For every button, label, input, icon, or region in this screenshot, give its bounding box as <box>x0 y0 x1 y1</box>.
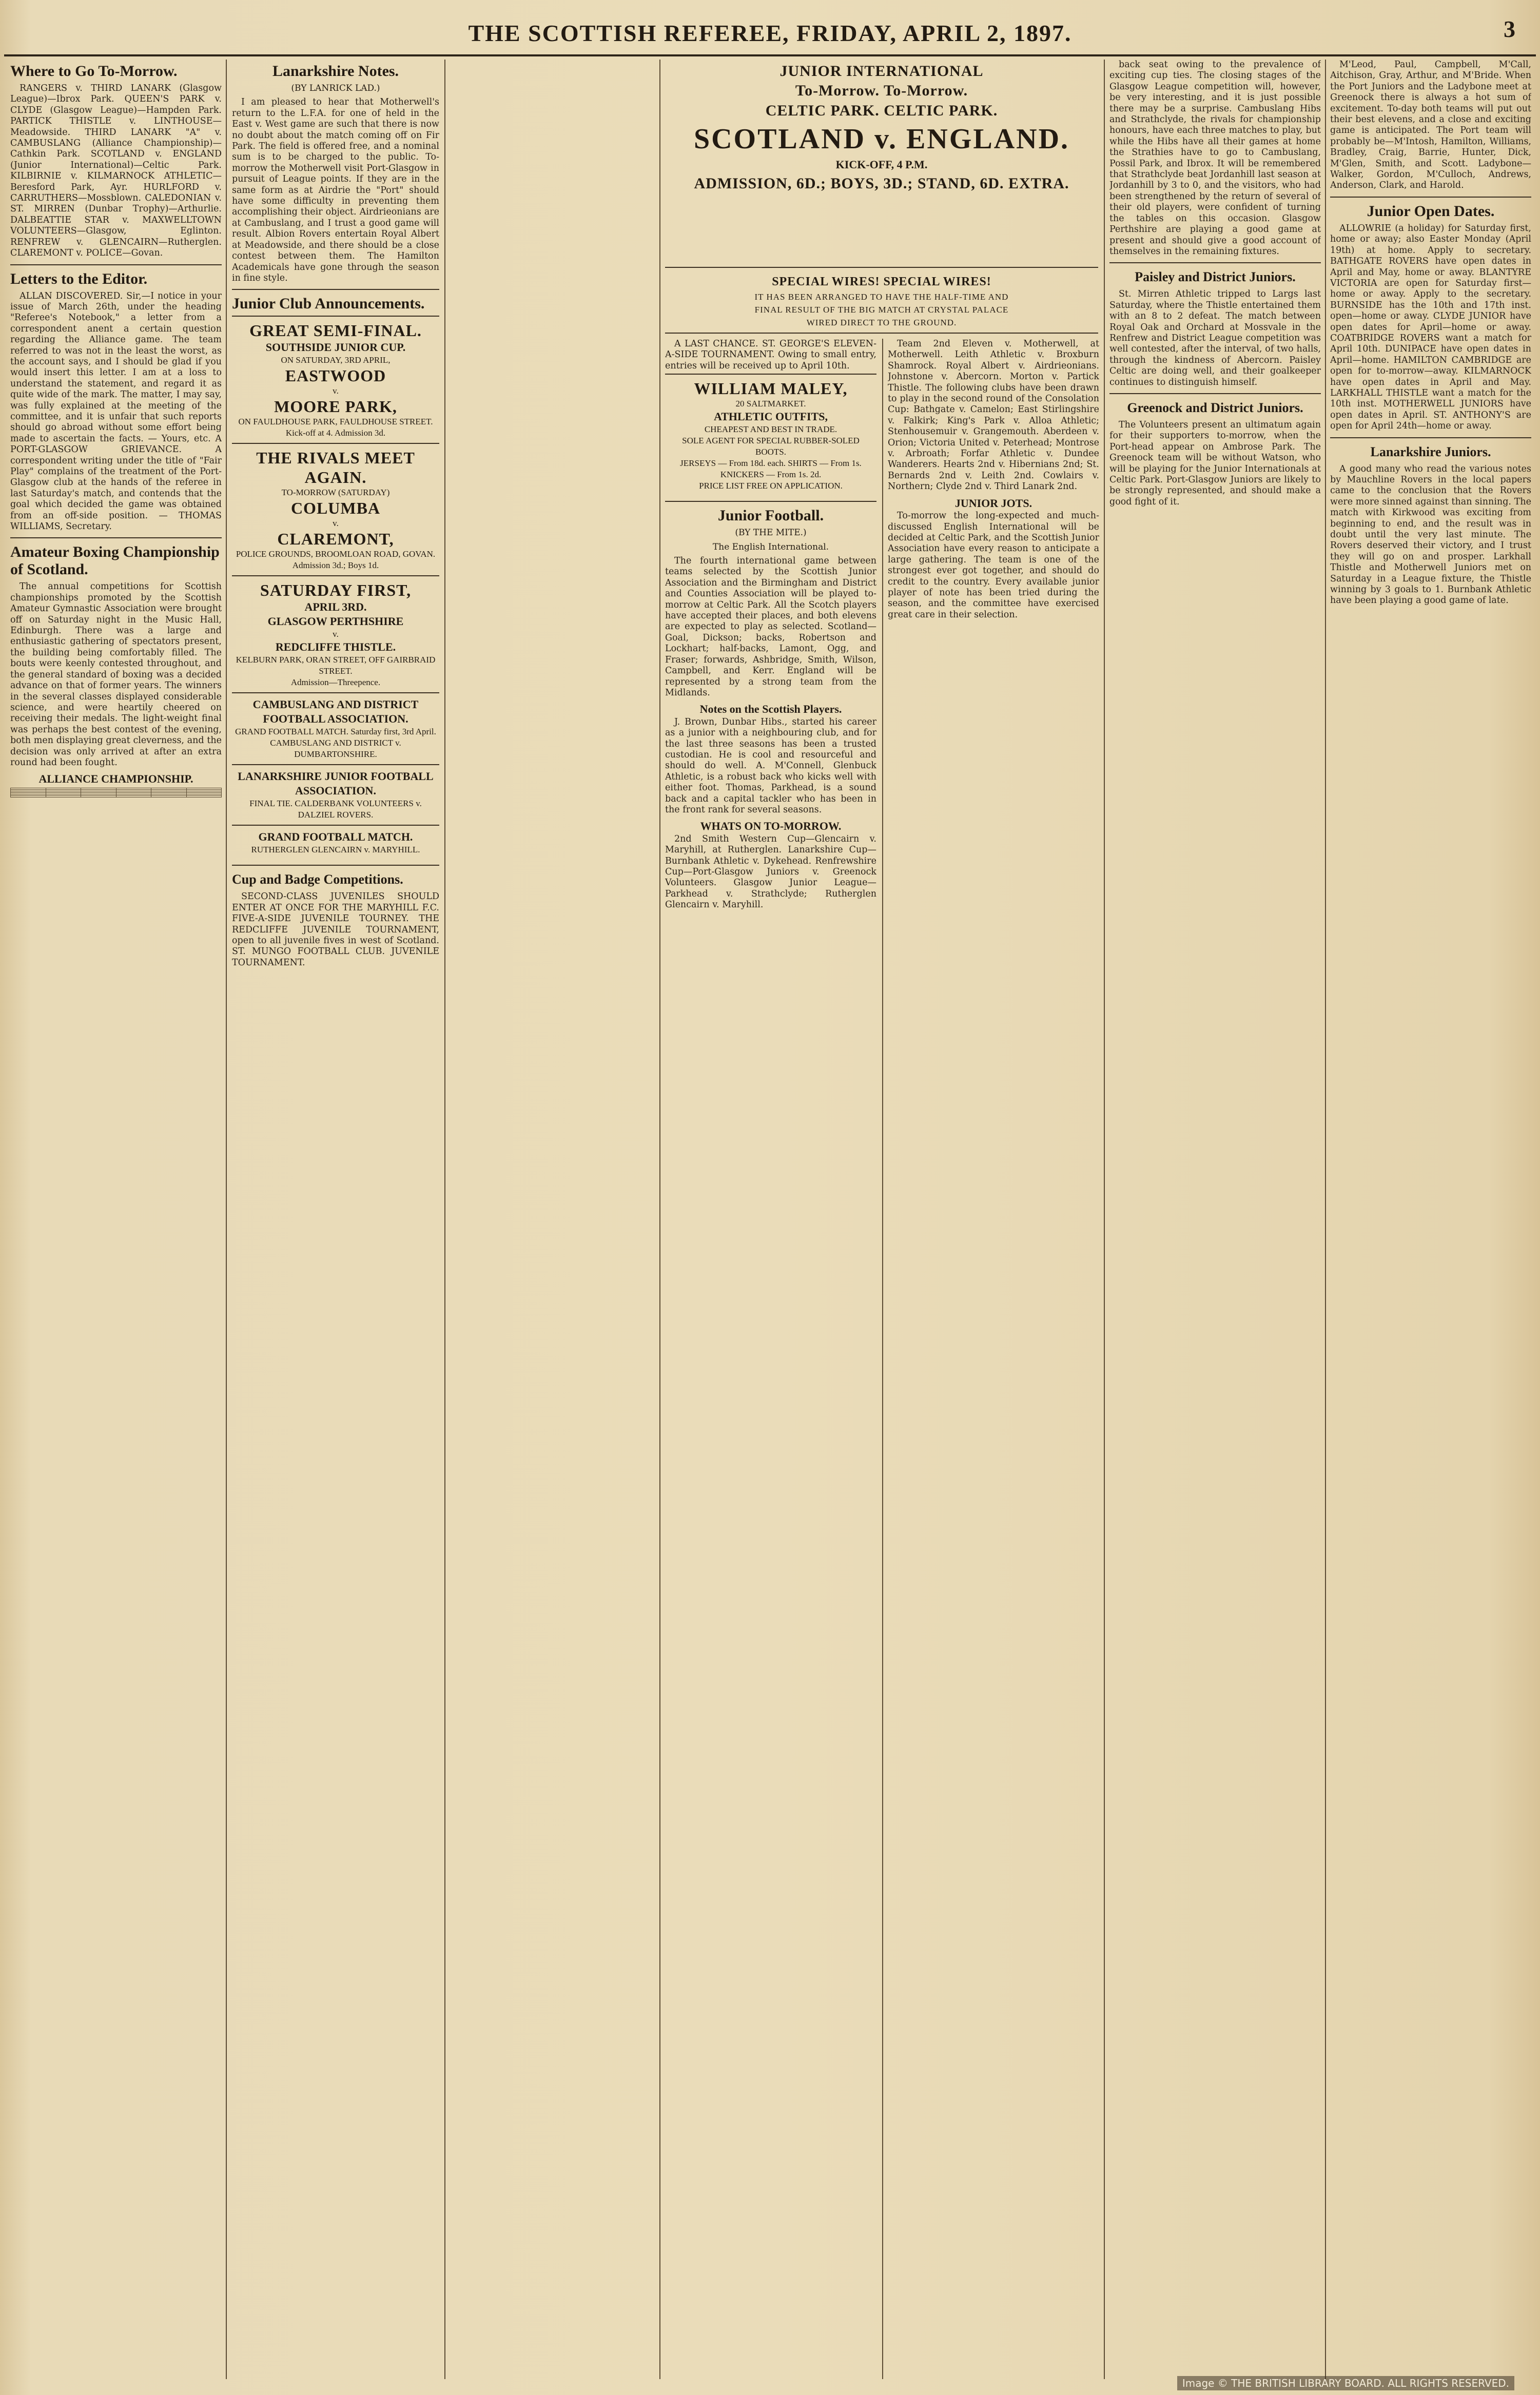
column-rule <box>659 60 660 2379</box>
headline-junior-jots: JUNIOR JOTS. <box>954 496 1032 510</box>
ad-versus: v. <box>333 518 339 529</box>
copyright-credit: Image © THE BRITISH LIBRARY BOARD. ALL RIGHTS RESERVED. <box>1177 2376 1514 2390</box>
ad-title: SATURDAY FIRST, <box>260 581 412 600</box>
page-number: 3 <box>1504 16 1515 42</box>
ad-title: THE RIVALS MEET AGAIN. <box>256 449 415 487</box>
headline-amateur-boxing: Amateur Boxing Championship of Scotland. <box>10 543 220 578</box>
headline-lanarkshire-notes: Lanarkshire Notes. <box>272 63 399 80</box>
divider <box>10 537 222 538</box>
ad-cambuslang <box>232 692 439 764</box>
ad-team: MOORE PARK, <box>274 397 397 416</box>
banner-headline: SCOTLAND v. ENGLAND. <box>693 123 1070 155</box>
article-junior-open-dates: ALLOWRIE (a holiday) for Saturday first, home or away; also Easter Monday (April 19th) at home. Apply to secretary. BATHGATE ROVERS have open dates in April and May, home or away. BLANTYRE VICTORIA are open for Saturday first—home or away. Apply to the secretary. BURNSIDE has the 10th and 17th inst. open—home or away. CLYDE JUNIOR have open dates for April—home or away. COATBRIDGE ROVERS want a match for April 10th. DUNIPACE have open dates in April—home. HAMILTON CAMBRIDGE are open for to-morrow—away. KILMARNOCK have open dates in April and May. LARKHALL THISTLE want a match for the 10th inst. MOTHERWELL JUNIORS have open dates in April. ST. ANTHONY'S are open for April 24th—home or away. <box>1330 223 1531 432</box>
divider <box>665 501 876 502</box>
article-greenock: The Volunteers present an ultimatum again for their supporters to-morrow, when the Port-head appear on Ambrose Park. The Greenock team will be without Watson, who will be playing for the Junior Internationals at Celtic Park. Port-Glasgow Juniors are likely to be strongly represented, and should make a good fight of it. <box>1109 419 1321 507</box>
headline-notes-players: Notes on the Scottish Players. <box>699 703 842 716</box>
ad-title: GREAT SEMI-FINAL. <box>249 321 422 340</box>
ad-title: WILLIAM MALEY, <box>694 379 848 398</box>
ad-great-semi-final <box>232 316 439 443</box>
article-letters: ALLAN DISCOVERED. Sir,—I notice in your issue of March 26th, under the heading "Referee's Notebook," a letter from a correspondent anent a certain question regarding the Alliance game. The team referred to was not in the least the worst, as the account says, and I should be glad if you would insert this letter. I am at a loss to understand the statement, and regard it as quite wide of the mark. The matter, I may say, was fully explained at the meeting of the committee, and it is unfair that such reports should go abroad without some effort being made to ascertain the facts. — Yours, etc. A PORT-GLASGOW GRIEVANCE. A correspondent writing under the title of "Fair Play" complains of the treatment of the Port-Glasgow club at the hands of the referee in last Saturday's match, and contends that the goal which decided the game was obtained from an off-side position. — THOMAS WILLIAMS, Secretary. <box>10 290 222 532</box>
ad-text: GRAND FOOTBALL MATCH. Saturday first, 3rd April. CAMBUSLANG AND DISTRICT v. DUMBARTONSHIRE. <box>235 727 436 760</box>
banner-admission: ADMISSION, 6D.; BOYS, 3D.; STAND, 6D. EXTRA. <box>694 175 1069 192</box>
divider <box>1330 437 1531 438</box>
divider <box>1109 262 1321 263</box>
divider <box>1109 393 1321 394</box>
ad-subtitle: CHEAPEST AND BEST IN TRADE. <box>704 424 837 435</box>
byline: (BY THE MITE.) <box>735 528 807 538</box>
article-junior-football: The fourth international game between teams selected by the Scottish Junior Association and the Birmingham and District and Counties Association will be played to-morrow at Celtic Park. All the Scotch players have accepted their places, and both elevens are expected to play as selected. Scotland—Goal, Dickson; backs, Robertson and Lockhart; half-backs, Lamont, Ogg, and Fraser; forwards, Ashbridge, Smith, Wilson, Campbell, and Kerr. England will be represented by a strong team from the Midlands. <box>665 556 876 698</box>
ad-kickoff: Kick-off at 4. Admission 3d. <box>285 428 386 438</box>
banner-line: CELTIC PARK. CELTIC PARK. <box>765 102 998 119</box>
ad-text: SOLE AGENT FOR SPECIAL RUBBER-SOLED BOOTS. <box>682 436 860 457</box>
ad-team: COLUMBA <box>290 499 381 518</box>
ad-price-list: JERSEYS — From 18d. each. SHIRTS — From 1s. KNICKERS — From 1s. 2d. <box>680 458 862 480</box>
column-rule <box>882 339 883 2379</box>
headline-whats-on: WHATS ON TO-MORROW. <box>700 820 842 833</box>
subheading: The English International. <box>712 541 829 552</box>
ad-footer: PRICE LIST FREE ON APPLICATION. <box>699 481 843 491</box>
special-wires-notice <box>665 267 1098 329</box>
column-2 <box>232 60 439 2379</box>
masthead-title: THE SCOTTISH REFEREE, FRIDAY, APRIL 2, 1897. <box>468 20 1072 46</box>
article-continued: back seat owing to the prevalence of exciting cup ties. The closing stages of the Glasgow League competition will, however, be very interesting, and it is just possible there may be a surprise. Cambuslang Hibs and Strathclyde, the rivals for championship honours, have each three matches to play, but while the Hibs have all their games at home the Strathies have to go to Cambuslang, Possil Park, and Ibrox. It will be remembered that Strathclyde beat Jordanhill last season at Jordanhill by 3 to 0, and the visitors, who had been strengthened by the return of several of their old players, were confident of turning the tables on this occasion. Glasgow Perthshire are playing a good game at present and should give a good account of themselves in the remaining fixtures. <box>1109 60 1321 257</box>
masthead-rule <box>4 54 1536 56</box>
column-rule <box>1104 60 1105 2379</box>
alliance-table-title: ALLIANCE CHAMPIONSHIP. <box>38 772 193 786</box>
divider <box>1330 197 1531 198</box>
table-row <box>11 795 222 797</box>
banner-kickoff: KICK-OFF, 4 P.M. <box>835 158 928 171</box>
article-cup-badge: SECOND-CLASS JUVENILES SHOULD ENTER AT ONCE FOR THE MARYHILL F.C. FIVE-A-SIDE JUVENILE TOURNEY. THE REDCLIFFE JUVENILE TOURNAMENT, open to all juvenile fives in west of Scotland. ST. MUNGO FOOTBALL CLUB. JUVENILE TOURNAMENT. <box>232 891 439 968</box>
ad-title: LANARKSHIRE JUNIOR FOOTBALL ASSOCIATION. <box>238 770 434 797</box>
headline-paisley: Paisley and District Juniors. <box>1135 269 1296 285</box>
ad-rivals-meet-again <box>232 443 439 575</box>
column-1 <box>10 60 222 2379</box>
banner-line: JUNIOR INTERNATIONAL <box>779 63 984 80</box>
ad-saturday-first <box>232 575 439 692</box>
wires-line: FINAL RESULT OF THE BIG MATCH AT CRYSTAL PALACE <box>754 305 1009 315</box>
article-amateur-boxing: The annual competitions for Scottish championships promoted by the Scottish Amateur Gymnastic Association were brought off on Saturday night in the Music Hall, Edinburgh. There was a large and enthusiastic gathering of spectators present, the building being comfortably filled. The bouts were keenly contested throughout, and the general standard of boxing was a decided advance on that of former years. The winners in the several classes displayed considerable science, and were heartily cheered on receiving their medals. The light-weight final was perhaps the best contest of the evening, both men displaying great cleverness, and the decision was only arrived at after an extra round had been fought. <box>10 581 222 768</box>
column-rule <box>226 60 227 2379</box>
ad-date: TO-MORROW (SATURDAY) <box>281 488 390 498</box>
column-rule <box>1325 60 1326 2379</box>
column-5 <box>888 339 1099 2379</box>
headline-letters: Letters to the Editor. <box>10 270 148 287</box>
article-where-to-go: RANGERS v. THIRD LANARK (Glasgow League)—Ibrox Park. QUEEN'S PARK v. CLYDE (Glasgow League)—Hampden Park. PARTICK THISTLE v. LINTHOUSE—Meadowside. THIRD LANARK "A" v. CAMBUSLANG (Alliance Championship)—Cathkin Park. SCOTLAND v. ENGLAND (Junior International)—Celtic Park. KILBIRNIE v. KILMARNOCK ATHLETIC—Beresford Park, Ayr. HURLFORD v. CARRUTHERS—Mossblown. CALEDONIAN v. ST. MIRREN (Dunbar Trophy)—Arthurlie. DALBEATTIE STAR v. MAXWELLTOWN VOLUNTEERS—Glasgow, Eglinton. RENFREW v. GLENCAIRN—Rutherglen. CLAREMONT v. POLICE—Govan. <box>10 83 222 259</box>
column-rule <box>444 60 445 2379</box>
alliance-table <box>10 788 222 797</box>
wires-line: IT HAS BEEN ARRANGED TO HAVE THE HALF-TIME AND <box>754 292 1009 302</box>
article-junior-jots: To-morrow the long-expected and much-discussed English International will be decided at Celtic Park, and the Scottish Junior Association have every reason to anticipate a large gathering. The team is one of the strongest ever got together, and should do credit to the country. Every available junior player of note has been tried during the season, and the committee have exercised great care in their selection. <box>888 511 1099 620</box>
column-6 <box>1109 60 1321 2379</box>
ad-ground: KELBURN PARK, ORAN STREET, OFF GAIRBRAID STREET. <box>236 655 436 676</box>
byline: (BY LANRICK LAD.) <box>291 83 380 93</box>
divider <box>10 264 222 265</box>
ad-title: GRAND FOOTBALL MATCH. <box>258 830 413 844</box>
ad-admission: Admission 3d.; Boys 1d. <box>292 560 379 571</box>
article-continued: M'Leod, Paul, Campbell, M'Call, Aitchison, Gray, Arthur, and M'Bride. When the Port Juniors and the Ladybone meet at Greenock there is always a hot sum of excitement. To-day both teams will put out their best elevens, and a close and exciting game is anticipated. The Port team will probably be—M'Intosh, Hamilton, Williams, Bradley, Craig, Barrie, Hunter, Dick, M'Glen, Smith, and Scott. Ladybone—Walker, Gordon, M'Culloch, Andrews, Anderson, Clark, and Harold. <box>1330 60 1531 191</box>
ad-subtitle: SOUTHSIDE JUNIOR CUP. <box>265 341 406 354</box>
wires-line: WIRED DIRECT TO THE GROUND. <box>806 318 957 327</box>
ad-ground: POLICE GROUNDS, BROOMLOAN ROAD, GOVAN. <box>236 549 436 559</box>
article-paisley: St. Mirren Athletic tripped to Largs last Saturday, where the Thistle entertained them with an 8 to 2 defeat. The match between Royal Oak and Orchard at Mossvale in the Renfrew and District League competition was well contested, after the interval, of two halls, through the kindness of Abercorn. Paisley Celtic are doing well, and their goalkeeper continues to distinguish himself. <box>1109 289 1321 387</box>
ad-versus: v. <box>333 386 339 396</box>
ad-last-chance: A LAST CHANCE. ST. GEORGE'S ELEVEN-A-SIDE TOURNAMENT. Owing to small entry, entries will be received up to April 10th. <box>665 339 876 371</box>
ad-team: CLAREMONT, <box>277 530 394 549</box>
headline-lanarkshire-juniors: Lanarkshire Juniors. <box>1370 444 1491 459</box>
headline-cup-badge: Cup and Badge Competitions. <box>232 872 403 887</box>
headline-junior-open-dates: Junior Open Dates. <box>1367 202 1495 220</box>
ad-versus: v. <box>333 629 339 639</box>
article-lanarkshire-juniors: A good many who read the various notes by Mauchline Rovers in the local papers came to the conclusion that the Rovers were more sinned against than sinning. The match with Kirkwood was exciting from beginning to end, and the result was in doubt until the very last minute. The Rovers deserved their victory, and I trust they will go on and prosper. Larkhall Thistle and Motherwell Juniors met on Saturday in a League fixture, the Thistle winning by 3 goals to 1. Burnbank Athletic have been playing a good game of late. <box>1330 463 1531 606</box>
headline-junior-club-announcements: Junior Club Announcements. <box>232 295 425 313</box>
divider <box>232 289 439 290</box>
junior-international-banner <box>665 62 1098 195</box>
ad-grand-football-match <box>232 825 439 860</box>
ad-team: REDCLIFFE THISTLE. <box>275 640 396 654</box>
ad-admission: Admission—Threepence. <box>290 677 381 688</box>
divider <box>232 865 439 866</box>
ad-william-maley <box>665 374 876 496</box>
ad-text: FINAL TIE. CALDERBANK VOLUNTEERS v. DALZIEL ROVERS. <box>249 799 422 820</box>
ad-team: GLASGOW PERTHSHIRE <box>267 615 404 628</box>
wires-title: SPECIAL WIRES! SPECIAL WIRES! <box>772 275 991 288</box>
headline-greenock: Greenock and District Juniors. <box>1127 400 1303 415</box>
headline-junior-football: Junior Football. <box>717 507 824 524</box>
ad-title: CAMBUSLANG AND DISTRICT FOOTBALL ASSOCIATION. <box>252 698 419 726</box>
column-4 <box>665 339 876 2379</box>
article-notes-players: J. Brown, Dunbar Hibs., started his career as a junior with a neighbouring club, and for the last three seasons has been a trusted custodian. He is cool and resourceful and should do well. A. M'Connell, Glenbuck Athletic, is a robust back who kicks well with either foot. Thomas, Parkhead, is a sound back and a capital tackler who has been in the front rank for several seasons. <box>665 716 876 815</box>
banner-line: To-Morrow. To-Morrow. <box>795 82 968 99</box>
ad-address: 20 SALTMARKET. <box>735 399 806 409</box>
ad-subtitle: ATHLETIC OUTFITS, <box>713 410 828 423</box>
divider <box>665 333 1098 334</box>
column-7 <box>1330 60 1531 2379</box>
headline-where-to-go: Where to Go To-Morrow. <box>10 63 178 80</box>
article-whats-on: 2nd Smith Western Cup—Glencairn v. Maryhill, at Rutherglen. Lanarkshire Cup—Burnbank Athletic v. Dykehead. Renfrewshire Cup—Port-Glasgow Juniors v. Greenock Volunteers. Glasgow Junior League—Parkhead v. Strathclyde; Rutherglen Glencairn v. Maryhill. <box>665 833 876 910</box>
ad-ground: ON FAULDHOUSE PARK, FAULDHOUSE STREET. <box>238 417 433 427</box>
article-fixtures: Team 2nd Eleven v. Motherwell, at Motherwell. Leith Athletic v. Broxburn Shamrock. Royal Albert v. Airdrieonians. Johnstone v. Abercorn. Morton v. Partick Thistle. The following clubs have been drawn to play in the second round of the Consolation Cup: Bathgate v. Camelon; East Stirlingshire v. Falkirk; King's Park v. Alloa Athletic; Stenhousemuir v. Grangemouth. Aberdeen v. Orion; Victoria United v. Peterhead; Montrose v. Arbroath; Forfar Athletic v. Dundee Wanderers. Hearts 2nd v. Hibernians 2nd; St. Bernards 2nd v. Leith 2nd. Cowlairs v. Northern; Clyde 2nd v. Third Lanark 2nd. <box>888 339 1099 492</box>
article-lanarkshire-notes: I am pleased to hear that Motherwell's return to the L.F.A. for one of held in the East v. West game are such that there is now no doubt about the match coming off on Fir Park. The field is offered free, and a nominal sum is to be charged to the public. To-morrow the Motherwell visit Port-Glasgow in pursuit of League points. If they are in the same form as at Airdrie the "Port" should have some difficulty in preventing them accomplishing their object. Airdrieonians are at Cambuslang, and I trust a good game will result. Albion Rovers entertain Royal Albert at Meadowside, and there should be a close contest between them. The Hamilton Academicals have gone through the season in fine style. <box>232 97 439 283</box>
ad-date: ON SATURDAY, 3RD APRIL, <box>281 355 391 365</box>
ad-date: APRIL 3RD. <box>304 600 367 614</box>
ad-team: EASTWOOD <box>285 366 386 385</box>
ad-lanarkshire-junior <box>232 764 439 825</box>
ad-text: RUTHERGLEN GLENCAIRN v. MARYHILL. <box>251 845 420 855</box>
